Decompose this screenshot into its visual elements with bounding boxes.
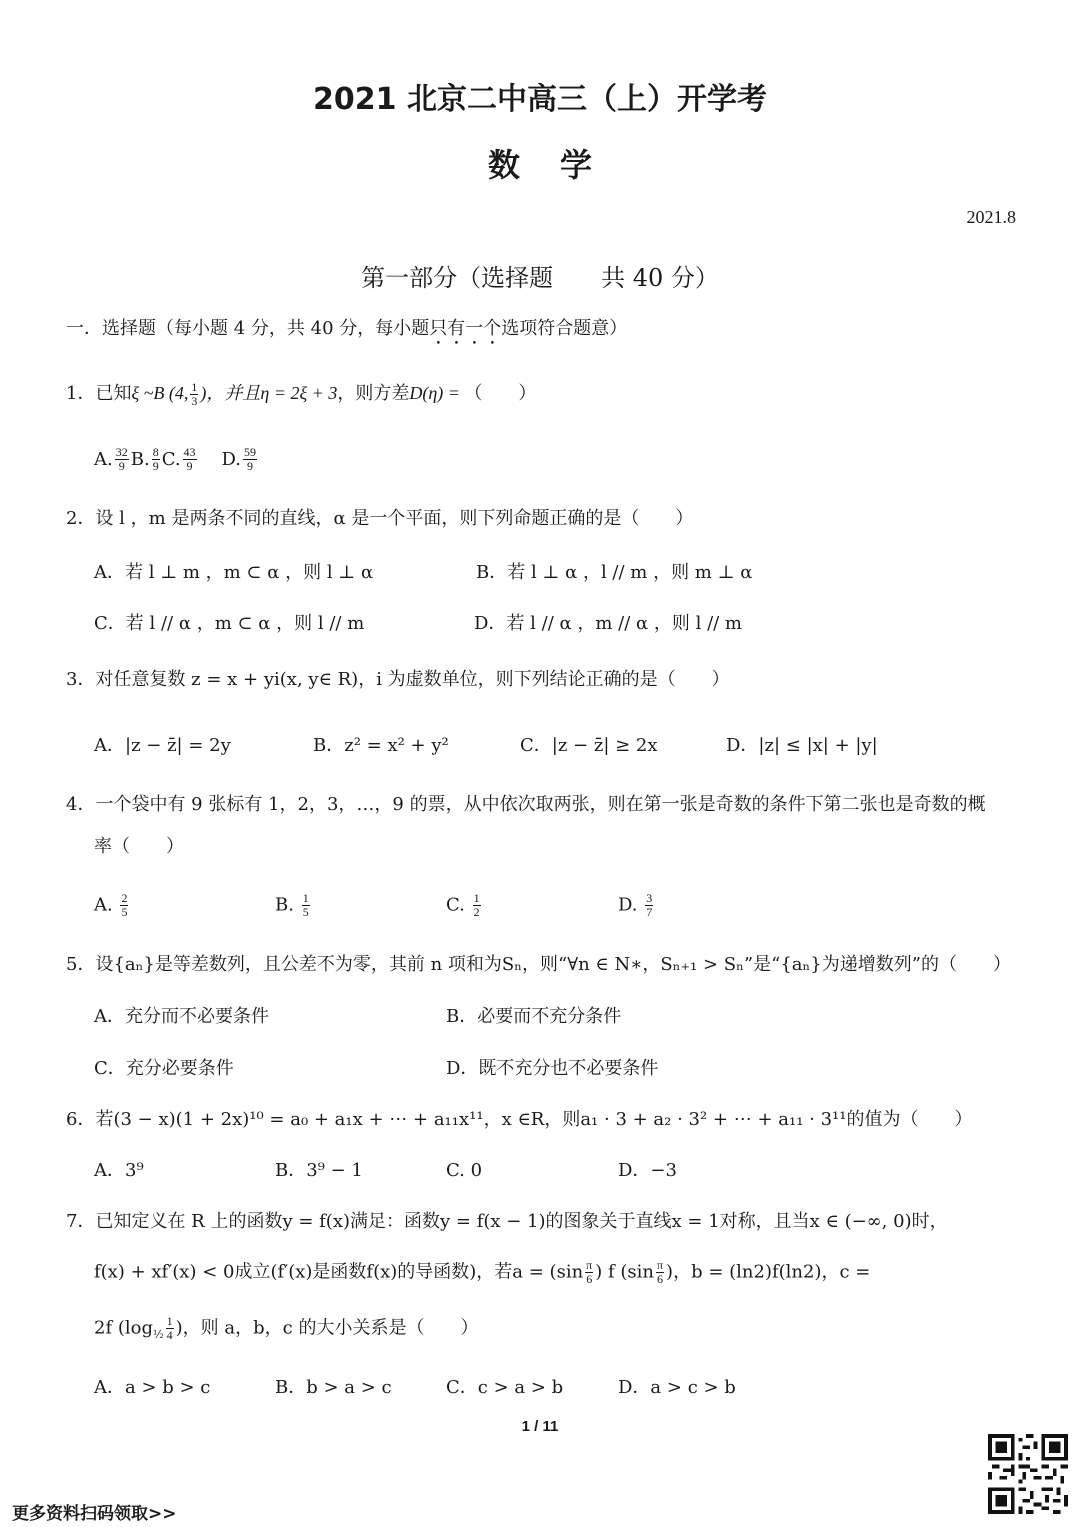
page-number: 1 / 11: [521, 1418, 559, 1435]
question-5-option-a: A．充分而不必要条件: [94, 1006, 269, 1027]
question-3-stem: 3．对任意复数 z = x + yi(x, y∈ R)，i 为虚数单位，则下列结论正确的是（ ）: [66, 669, 730, 690]
question-2-option-c: C．若 l // α ，m ⊂ α ，则 l // m: [94, 613, 365, 634]
question-4-option-d: D. $\frac{3}{7}$: [618, 891, 653, 919]
option-d: D. $\frac{59}{9}$: [221, 445, 256, 473]
qr-code-icon[interactable]: [988, 1434, 1068, 1514]
footer-link[interactable]: 更多资料扫码领取>>: [12, 1504, 177, 1524]
question-4-option-b: B. $\frac{1}{5}$: [275, 891, 309, 919]
question-7-option-b: B．b > a > c: [275, 1377, 392, 1398]
exam-date: 2021.8: [966, 207, 1016, 227]
question-2-stem: 2．设 l ，m 是两条不同的直线，α 是一个平面，则下列命题正确的是（ ）: [66, 508, 694, 529]
section-intro: 一．选择题（每小题 4 分，共 40 分，每小题只有一个选项符合题意）: [66, 318, 628, 339]
emphasis-text: 只有一个: [429, 318, 502, 339]
question-4-stem-line2: 率（ ）: [94, 836, 184, 857]
part-title: 第一部分（选择题 共 40 分）: [361, 264, 719, 292]
fraction: $\frac{1}{3}$: [191, 379, 198, 408]
question-7-option-c: C．c > a > b: [446, 1377, 564, 1398]
question-6-option-c: C. 0: [446, 1160, 483, 1181]
question-4-option-a: A. $\frac{2}{5}$: [94, 891, 128, 919]
question-6-stem: 6．若(3 − x)(1 + 2x)¹⁰ = a₀ + a₁x + ⋯ + a₁₁x¹¹，x ∈R，则a₁ · 3 + a₂ · 3² + ⋯ + a₁₁ · 3¹¹的值为（ ）: [66, 1109, 973, 1130]
question-3-option-d: D．|z| ≤ |x| + |y|: [726, 735, 878, 756]
option-a: A. $\frac{32}{9}$: [94, 445, 128, 473]
question-4-stem-line1: 4．一个袋中有 9 张标有 1，2，3，…，9 的票，从中依次取两张，则在第一张是奇数的条件下第二张也是奇数的概: [66, 794, 986, 815]
option-c: C. $\frac{43}{9}$: [161, 445, 196, 473]
question-2-option-b: B．若 l ⊥ α ，l // m ，则 m ⊥ α: [476, 562, 753, 583]
question-3-option-a: A．|z − z̄| = 2y: [94, 735, 231, 756]
question-7-line3: 2f ($\log_{\frac{1}{2}}$ $\frac{1}{4}$ )，则 a，b，c 的大小关系是（ ）: [94, 1314, 479, 1342]
question-7-option-a: A．a > b > c: [94, 1377, 211, 1398]
question-2-option-d: D．若 l // α ，m // α ，则 l // m: [474, 613, 742, 634]
question-6-option-d: D．−3: [618, 1160, 677, 1181]
subject-title: 数学: [487, 146, 632, 184]
question-5-stem: 5．设{aₙ}是等差数列，且公差不为零，其前 n 项和为Sₙ，则“∀n ∈ N∗，Sₙ₊₁ > Sₙ”是“{aₙ}为递增数列”的（ ）: [66, 954, 1011, 975]
question-2-option-a: A．若 l ⊥ m ，m ⊂ α ，则 l ⊥ α: [94, 562, 374, 583]
option-b: B. $\frac{8}{9}$: [130, 445, 159, 473]
question-5-option-b: B．必要而不充分条件: [446, 1006, 622, 1027]
question-3-option-b: B．z² = x² + y²: [313, 735, 449, 756]
question-1-stem: 1．已知ξ ~B (4, $\frac{1}{3}$ )，并且η = 2ξ + 3，则方差D(η) = （ ）: [66, 379, 537, 408]
question-7-line1: 7．已知定义在 R 上的函数y = f(x)满足：函数y = f(x − 1)的图象关于直线x = 1对称，且当x ∈ (−∞, 0)时，: [66, 1211, 948, 1232]
question-1-options: [94, 446, 259, 473]
question-6-option-a: A．3⁹: [94, 1160, 144, 1181]
question-7-option-d: D．a > c > b: [618, 1377, 736, 1398]
question-5-option-d: D．既不充分也不必要条件: [446, 1058, 659, 1079]
question-4-option-c: C. $\frac{1}{2}$: [446, 891, 480, 919]
question-3-option-c: C．|z − z̄| ≥ 2x: [520, 735, 658, 756]
question-5-option-c: C．充分必要条件: [94, 1058, 234, 1079]
question-6-option-b: B．3⁹ − 1: [275, 1160, 363, 1181]
exam-title: 2021 北京二中高三（上）开学考: [313, 82, 767, 117]
question-7-line2: f(x) + xf′(x) < 0成立(f′(x)是函数f(x)的导函数)，若a = (sin $\frac{\pi}{6}$ ) f (sin $\frac{\pi}{6}$ )，b = (ln2)f(ln2)，c =: [94, 1258, 871, 1286]
